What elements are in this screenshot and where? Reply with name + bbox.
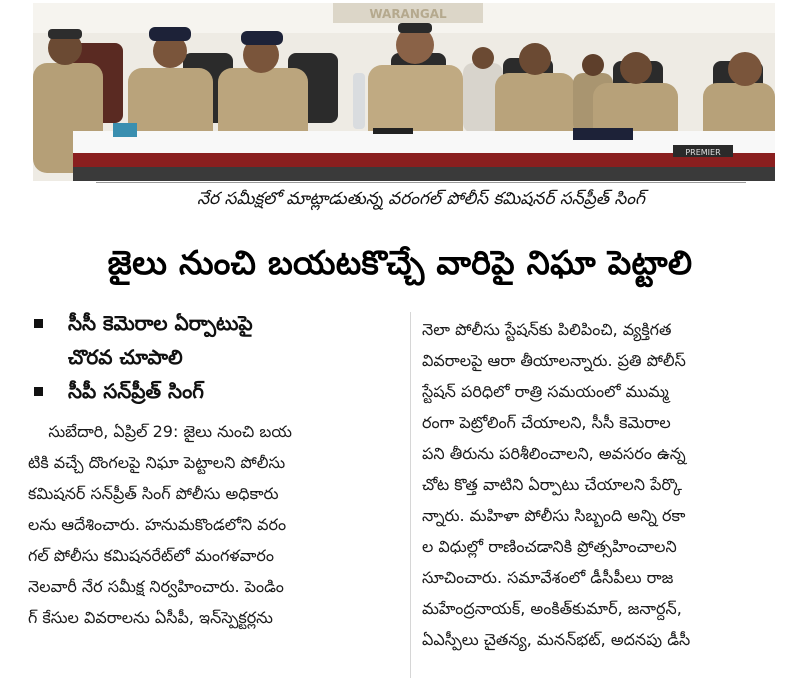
body-line: గ్‌ కేసుల వివరాలను ఏసీపీ, ఇన్‌స్పెక్టర్లను — [28, 608, 273, 627]
body-line: పని తీరును పరిశీలించాలని, అవసరం ఉన్న — [422, 444, 686, 463]
bullet-1-line-1: సీసీ కెమెరాల ఏర్పాటుపై — [68, 311, 253, 335]
body-line: స్టేషన్‌ పరిధిలో రాత్రి సమయంలో ముమ్మ — [422, 382, 669, 401]
body-line: నెలా పోలీసు స్టేషన్‌కు పిలిపించి, వ్యక్తిగత — [422, 320, 672, 339]
banner-text: WARANGAL — [369, 7, 447, 21]
bullet-point-1 — [28, 306, 398, 340]
caption-rule — [96, 182, 746, 183]
body-line: రంగా పెట్రోలింగ్‌ చేయాలని, సీసీ కెమెరాల — [422, 413, 671, 432]
body-line: సూచించారు. సమావేశంలో డీసీపీలు రాజ — [422, 568, 674, 587]
body-line: చోట కొత్త వాటిని ఏర్పాటు చేయాలని పేర్కొ — [422, 475, 683, 494]
bullet-point-1-continued — [28, 340, 398, 374]
bullet-1-line-2: చొరవ చూపాలి — [68, 345, 183, 369]
body-line: న్నారు. మహిళా పోలీసు సిబ్బంది అన్ని రకా — [422, 506, 686, 525]
headline: జైలు నుంచి బయటకొచ్చే వారిపై నిఘా పెట్టాలి — [107, 243, 693, 282]
body-line: సుబేదారి, ఏప్రిల్‌ 29: జైలు నుంచి బయ — [28, 422, 292, 441]
body-line: ఏఎస్పీలు చైతన్య, మనన్‌భట్‌, అదనపు డీసీ — [422, 630, 691, 649]
bullet-2-line-1: సీపీ సన్‌ప్రీత్‌ సింగ్‌ — [68, 379, 204, 403]
bullet-point-2 — [28, 374, 398, 408]
left-column — [28, 306, 398, 633]
body-line: నెలవారీ నేర సమీక్ష నిర్వహించారు. పెండిం — [28, 577, 284, 596]
nameplate-text: PREMIER — [685, 148, 721, 157]
body-line: టికి వచ్చే దొంగలపై నిఘా పెట్టాలని పోలీసు — [28, 453, 286, 472]
bullet-square-icon — [34, 319, 43, 328]
news-photo — [33, 3, 775, 181]
body-line: మహేంద్రనాయక్‌, అంకిత్‌కుమార్‌, జనార్దన్‌, — [422, 599, 682, 618]
bullet-square-icon — [34, 387, 43, 396]
photo-caption: నేర సమీక్షలో మాట్లాడుతున్న వరంగల్‌ పోలీస్‌ కమిషనర్‌ సన్‌ప్రీత్‌ సింగ్‌ — [197, 189, 645, 209]
right-column — [422, 314, 782, 655]
body-line: వివరాలపై ఆరా తీయాలన్నారు. ప్రతి పోలీస్‌ — [422, 351, 686, 370]
body-line: కమిషనర్‌ సన్‌ప్రీత్‌ సింగ్‌ పోలీసు అధికారు — [28, 484, 279, 503]
body-line: ల విధుల్లో రాణించడానికి ప్రోత్సహించాలని — [422, 537, 677, 556]
body-line: గల్‌ పోలీసు కమిషనరేట్‌లో మంగళవారం — [28, 546, 274, 565]
column-divider — [410, 312, 411, 678]
body-line: లను ఆదేశించారు. హనుమకొండలోని వరం — [28, 515, 287, 534]
left-body-text — [28, 416, 398, 633]
